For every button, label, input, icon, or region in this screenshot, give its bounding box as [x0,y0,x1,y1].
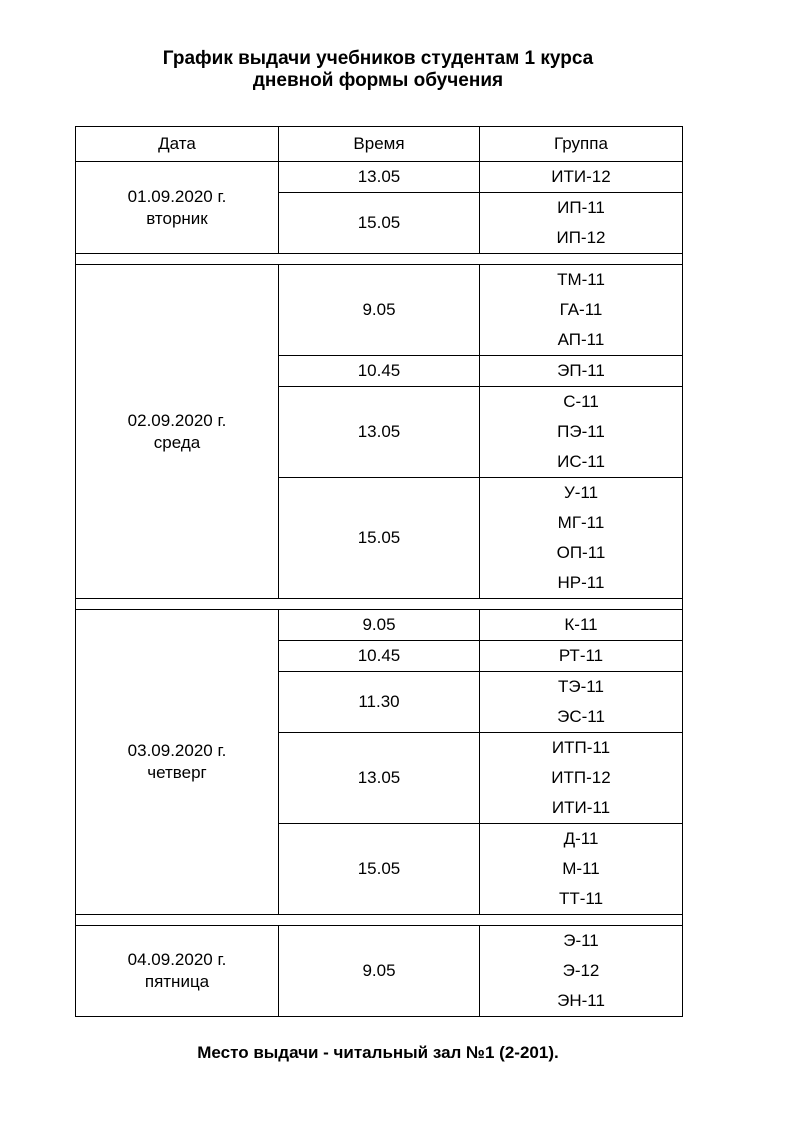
group-name: АП-11 [557,330,605,349]
group-cell [480,926,683,1017]
group-cell [480,672,683,733]
group-name: ИТИ-12 [551,167,611,186]
group-cell [480,641,683,672]
group-cell [480,193,683,254]
time-cell: 13.05 [279,162,480,193]
title-line-1: График выдачи учебников студентам 1 курса [162,48,594,69]
footer-note: Место выдачи - читальный зал №1 (2-201). [197,1043,559,1062]
weekday-text: среда [153,432,201,452]
date-text: 03.09.2020 г. [127,741,227,760]
group-name: ТЭ-11 [558,677,604,696]
time-cell: 9.05 [279,265,480,356]
date-cell [76,265,279,599]
group-cell [480,265,683,356]
time-cell: 9.05 [279,610,480,641]
group-name: ИТП-12 [551,768,611,787]
group-name: ИП-12 [556,228,606,247]
header-row [76,127,683,162]
separator-cell [76,599,683,610]
table-row [76,610,683,641]
separator-cell [76,254,683,265]
schedule-table [75,126,683,1017]
group-name: РТ-11 [558,646,604,665]
group-name: Э-12 [562,961,600,980]
group-name: МГ-11 [557,513,605,532]
group-name: ЭП-11 [557,361,605,380]
time-cell: 15.05 [279,824,480,915]
table-row [76,162,683,193]
group-name: ЭС-11 [557,707,605,726]
table-row [76,926,683,1017]
date-text: 02.09.2020 г. [127,410,227,430]
day-separator [76,254,683,265]
group-name: ИТП-11 [551,738,611,757]
date-text: 01.09.2020 г. [127,186,227,206]
group-cell [480,610,683,641]
time-cell: 10.45 [279,356,480,387]
separator-cell [76,915,683,926]
group-cell [480,356,683,387]
weekday-text: пятница [144,972,210,991]
group-cell [480,387,683,478]
group-name: ОП-11 [556,543,606,562]
group-name: ИТИ-11 [551,798,611,817]
title-line-2: дневной формы обучения [252,70,504,91]
header-date: Дата [76,127,279,162]
group-name: К-11 [564,615,598,634]
weekday-text: вторник [146,208,208,228]
time-cell: 11.30 [279,672,480,733]
group-name: У-11 [563,483,599,502]
time-cell: 15.05 [279,193,480,254]
group-name: ПЭ-11 [557,422,605,441]
group-name: Д-11 [563,829,599,848]
date-cell [76,162,279,254]
document-title [0,48,756,92]
time-cell: 10.45 [279,641,480,672]
group-name: М-11 [562,859,600,878]
time-cell: 15.05 [279,478,480,599]
group-name: ТМ-11 [557,270,605,289]
group-name: С-11 [563,392,599,411]
date-cell [76,926,279,1017]
group-name: ЭН-11 [557,991,605,1010]
group-cell [480,478,683,599]
group-cell [480,824,683,915]
time-cell: 13.05 [279,733,480,824]
day-separator [76,915,683,926]
table-row [76,265,683,356]
group-cell [480,733,683,824]
group-cell [480,162,683,193]
header-group: Группа [480,127,683,162]
group-name: ИП-11 [557,198,605,217]
group-name: ИС-11 [557,452,605,471]
time-cell: 9.05 [279,926,480,1017]
weekday-text: четверг [147,763,207,782]
group-name: НР-11 [557,573,605,592]
group-name: Э-11 [563,931,599,950]
date-text: 04.09.2020 г. [127,950,227,969]
group-name: ГА-11 [559,300,603,319]
day-separator [76,599,683,610]
header-time: Время [279,127,480,162]
date-cell [76,610,279,915]
group-name: ТТ-11 [558,889,604,908]
time-cell: 13.05 [279,387,480,478]
